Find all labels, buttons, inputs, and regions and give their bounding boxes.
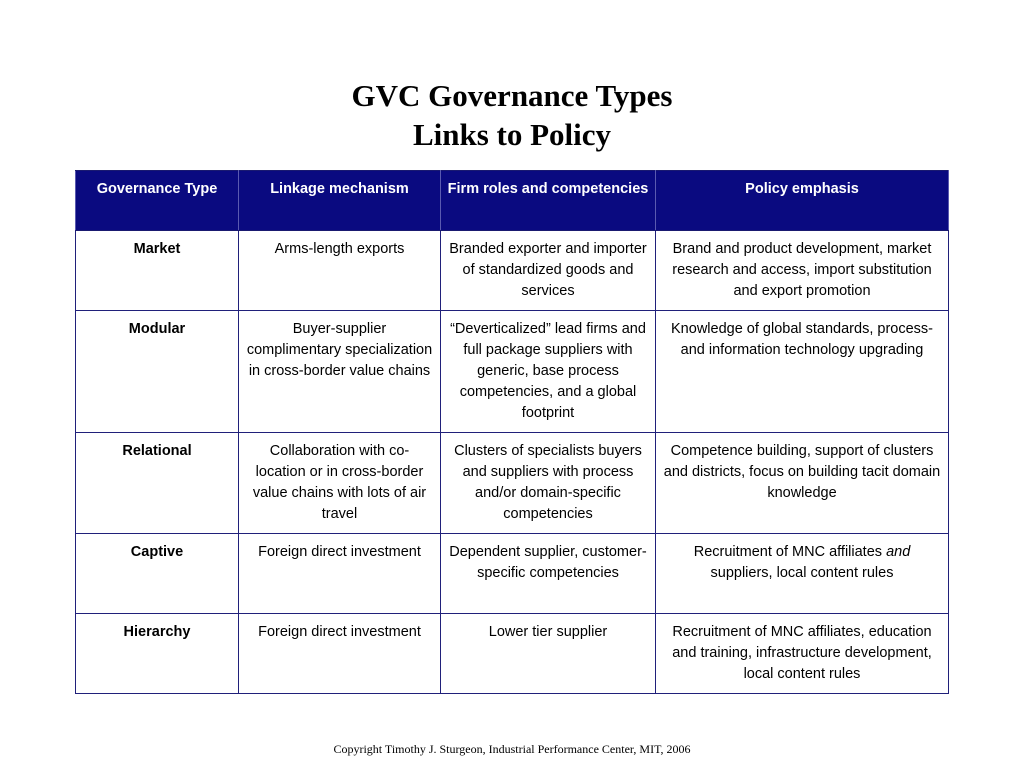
governance-type-cell: Relational (76, 433, 239, 534)
policy-text-emphasis: and (886, 544, 911, 560)
roles-cell: Lower tier supplier (441, 614, 656, 694)
governance-type-cell: Hierarchy (76, 614, 239, 694)
header-policy-emphasis: Policy emphasis (656, 171, 949, 231)
title-line-2: Links to Policy (412, 117, 612, 152)
table-row (76, 311, 949, 433)
governance-table (75, 170, 949, 694)
linkage-cell: Foreign direct investment (239, 614, 441, 694)
policy-cell: Brand and product development, market research and access, import substitution and export promotion (656, 231, 949, 311)
policy-text-post: suppliers, local content rules (710, 565, 894, 581)
table-header-row (76, 171, 949, 231)
roles-cell: Branded exporter and importer of standardized goods and services (441, 231, 656, 311)
linkage-cell: Arms-length exports (239, 231, 441, 311)
policy-cell: Competence building, support of clusters and districts, focus on building tacit domain knowledge (656, 433, 949, 534)
roles-cell: “Deverticalized” lead firms and full package suppliers with generic, base process competencies, and a global footprint (441, 311, 656, 433)
policy-cell (656, 534, 949, 614)
policy-text-pre: Recruitment of MNC affiliates (693, 544, 887, 560)
table-row (76, 231, 949, 311)
policy-cell: Recruitment of MNC affiliates, education and training, infrastructure development, local content rules (656, 614, 949, 694)
roles-cell: Dependent supplier, customer-specific competencies (441, 534, 656, 614)
copyright-footer: Copyright Timothy J. Sturgeon, Industrial Performance Center, MIT, 2006 (333, 742, 691, 756)
linkage-cell: Foreign direct investment (239, 534, 441, 614)
table-row (76, 433, 949, 534)
roles-cell: Clusters of specialists buyers and suppliers with process and/or domain-specific competencies (441, 433, 656, 534)
linkage-cell: Buyer-supplier complimentary specialization in cross-border value chains (239, 311, 441, 433)
header-firm-roles: Firm roles and competencies (441, 171, 656, 231)
linkage-cell: Collaboration with co-location or in cross-border value chains with lots of air travel (239, 433, 441, 534)
policy-cell: Knowledge of global standards, process- and information technology upgrading (656, 311, 949, 433)
slide-title (0, 76, 1024, 154)
governance-type-cell: Market (76, 231, 239, 311)
header-governance-type: Governance Type (76, 171, 239, 231)
title-line-1: GVC Governance Types (351, 78, 673, 113)
header-linkage-mechanism: Linkage mechanism (239, 171, 441, 231)
governance-type-cell: Captive (76, 534, 239, 614)
table-row (76, 534, 949, 614)
table-row (76, 614, 949, 694)
governance-type-cell: Modular (76, 311, 239, 433)
